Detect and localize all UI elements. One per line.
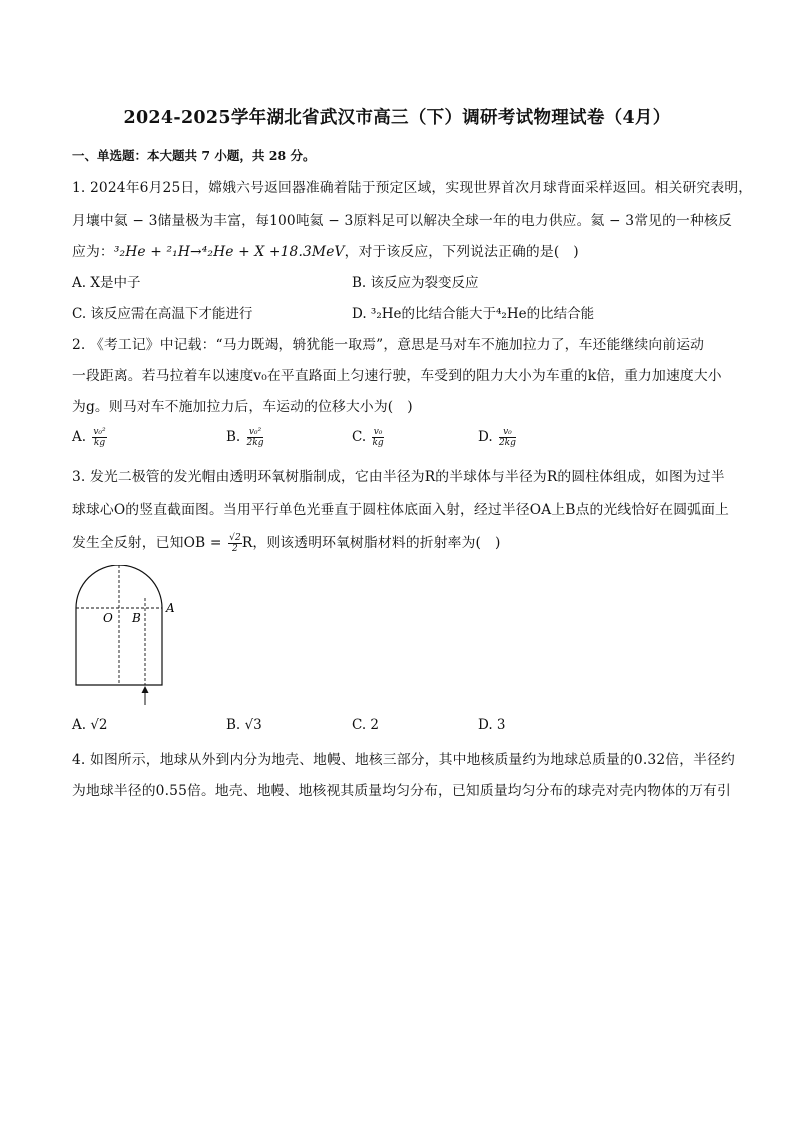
q2-line-2: 一段距离。若马拉着车以速度v₀在平直路面上匀速行驶，车受到的阻力大小为车重的k倍，重力加速度大小: [72, 368, 722, 384]
q3-line-1: 3. 发光二极管的发光帽由透明环氧树脂制成，它由半径为R的半球体与半径为R的圆柱体组成，如图为过半: [72, 469, 725, 485]
q3-option-b[interactable]: B. √3: [226, 717, 262, 733]
q3-option-a[interactable]: A. √2: [72, 717, 108, 733]
q2-line-1: 2. 《考工记》中记载：“马力既竭，辀犹能一取焉”，意思是马对车不施加拉力了，车还能继续向前运动: [72, 337, 705, 353]
q1-line-3-suffix: ，对于该反应，下列说法正确的是( ): [344, 244, 579, 260]
q4-line-1: 4. 如图所示，地球从外到内分为地壳、地幔、地核三部分，其中地核质量约为地球总质量的0.32倍，半径约: [72, 752, 735, 768]
q2-option-d-fraction: [499, 427, 516, 448]
q2-option-d-numerator: v₀: [499, 427, 516, 438]
label-b: B: [132, 611, 141, 625]
q2-option-c-label: C.: [352, 429, 371, 445]
q3-fraction: [228, 533, 242, 554]
q2-option-c-denominator: kg: [372, 438, 384, 448]
q2-option-a[interactable]: [72, 427, 107, 448]
q2-option-d-denominator: 2kg: [498, 438, 516, 448]
q3-line-3: [72, 531, 501, 554]
q1-option-d[interactable]: D. ³₂He的比结合能大于⁴₂He的比结合能: [352, 306, 595, 322]
label-o: O: [103, 611, 113, 625]
q1-line-3-prefix: 应为：: [72, 244, 114, 260]
q2-option-b-label: B.: [226, 429, 245, 445]
q3-fraction-numerator: √2: [229, 533, 241, 543]
q2-option-d-label: D.: [478, 429, 497, 445]
q1-line-1: 1. 2024年6月25日，嫦娥六号返回器准确着陆于预定区域，实现世界首次月球背面采样返回。相关研究表明，: [72, 180, 753, 196]
q3-line-2: 球球心O的竖直截面图。当用平行单色光垂直于圆柱体底面入射，经过半径OA上B点的光线恰好在圆弧面上: [72, 502, 729, 518]
q3-fraction-denominator: 2: [232, 544, 238, 554]
q1-option-b[interactable]: B. 该反应为裂变反应: [352, 275, 479, 291]
q1-line-2: 月壤中氦 − 3储量极为丰富，每100吨氦 − 3原料足可以解决全球一年的电力供应。氦 − 3常见的一种核反: [72, 213, 732, 229]
q4-line-2: 为地球半径的0.55倍。地壳、地幔、地核视其质量均匀分布，已知质量均匀分布的球壳对壳内物体的万有引: [72, 783, 731, 799]
section-heading: 一、单选题：本大题共 7 小题，共 28 分。: [72, 148, 316, 163]
q2-option-a-fraction: [92, 427, 106, 448]
q2-option-a-denominator: kg: [93, 438, 106, 448]
q2-option-c-numerator: v₀: [373, 427, 383, 437]
q2-option-b-denominator: 2kg: [246, 438, 264, 448]
q1-equation: ³₂He + ²₁H→⁴₂He + X +18.3MeV: [113, 244, 345, 260]
incident-arrow-head: [142, 686, 149, 693]
q1-option-c[interactable]: C. 该反应需在高温下才能进行: [72, 306, 253, 322]
q2-option-a-numerator: v₀²: [93, 427, 106, 437]
q2-option-c[interactable]: [352, 427, 384, 448]
q1-option-a[interactable]: A. X是中子: [72, 275, 141, 291]
q2-option-c-fraction: [372, 427, 383, 448]
q2-option-a-label: A.: [72, 429, 91, 445]
q2-option-b-fraction: [247, 427, 264, 448]
q1-line-3: [72, 240, 579, 260]
page-title: 2024-2025学年湖北省武汉市高三（下）调研考试物理试卷（4月）: [123, 108, 671, 128]
q3-line-3-suffix: R，则该透明环氧树脂材料的折射率为( ): [241, 535, 501, 551]
q2-line-3: 为g。则马对车不施加拉力后，车运动的位移大小为( ): [72, 399, 413, 415]
led-cross-section-diagram: [70, 565, 180, 707]
q3-line-3-prefix: 发生全反射，已知OB =: [72, 535, 227, 551]
q2-option-b[interactable]: [226, 427, 263, 448]
label-a: A: [166, 601, 175, 615]
q2-option-b-numerator: v₀²: [247, 427, 264, 438]
q3-option-c[interactable]: C. 2: [352, 717, 380, 733]
q2-option-d[interactable]: [478, 427, 516, 448]
q3-option-d[interactable]: D. 3: [478, 717, 506, 733]
